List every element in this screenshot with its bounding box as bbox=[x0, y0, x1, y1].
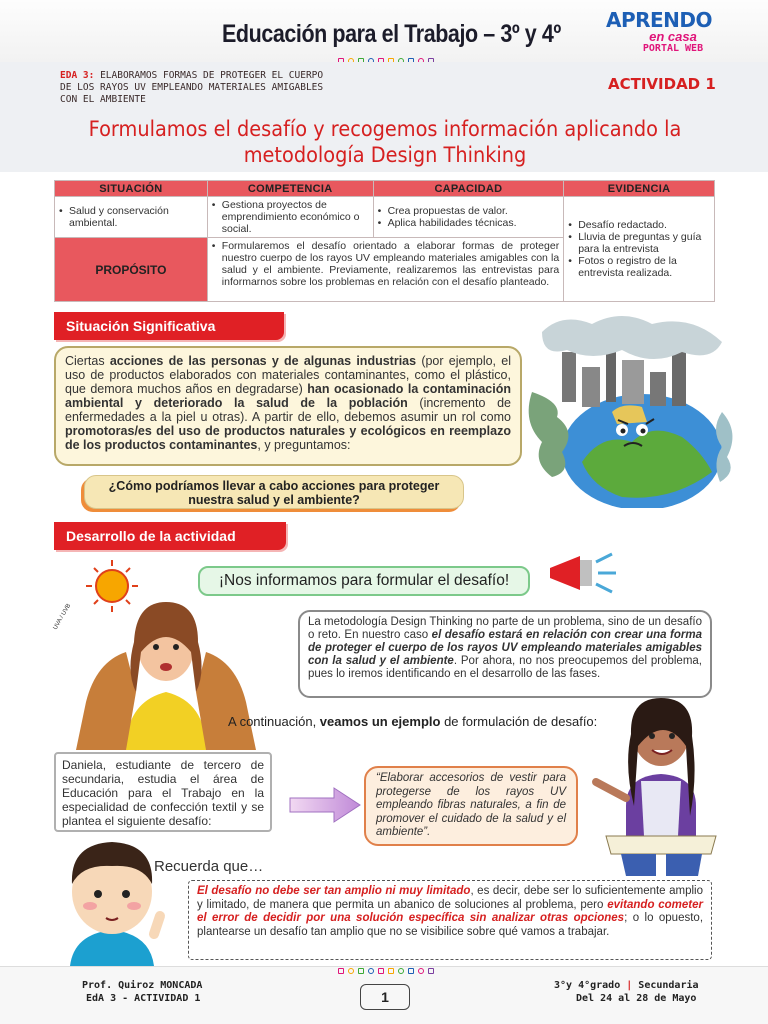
footer-grade: 3°y 4°grado | Secundaria bbox=[554, 980, 699, 991]
cell-capacidad: • Crea propuestas de valor. • Aplica habilidades técnicas. bbox=[373, 197, 564, 238]
footer-date: Del 24 al 28 de Mayo bbox=[576, 993, 697, 1004]
recuerda-box: El desafío no debe ser tan amplio ni muy limitado, es decir, debe ser lo suficientemente amplio y limitado, de manera que permita un abanico de soluciones al problema, pero evitando cometer el error de decidir por una solución específica sin analizar otras opciones; o lo opuesto, plantearse un desafío tan amplio que no se visibilice sobre qué vamos a trabajar. bbox=[188, 880, 712, 960]
cell-competencia: • Gestiona proyectos de emprendimiento económico o social. bbox=[207, 197, 373, 238]
cell-proposito: • Formularemos el desafío orientado a elaborar formas de proteger nuestro cuerpo de los rayos UV empleando materiales amigables con la salud y el ambiente. Previamente, realizaremos las entrevistas para informarnos sobre los problemas en relación con el desafío planteado. bbox=[207, 238, 563, 302]
header-title: Educación para el Trabajo – 3º y 4º bbox=[222, 20, 561, 48]
col-header-situacion: SITUACIÓN bbox=[55, 181, 208, 197]
desafio-quote-box: “Elaborar accesorios de vestir para protegerse de los rayos UV empleando fibras naturales, a fin de promover el cuidado de la salud y el ambiente”. bbox=[364, 766, 578, 846]
page-number: 1 bbox=[360, 984, 410, 1010]
footer-eda: EdA 3 - ACTIVIDAD 1 bbox=[86, 993, 201, 1004]
daniela-box: Daniela, estudiante de tercero de secundaria, estudia el área de Educación para el Trabajo en la especialidad de confección textil y se plantea el siguiente desafío: bbox=[54, 752, 272, 832]
polluted-earth-illustration bbox=[522, 312, 740, 508]
cell-evidencia: • Desafío redactado. • Lluvia de preguntas y guía para la entrevista • Fotos o registro de la entrevista realizada. bbox=[564, 197, 715, 302]
activity-label: ACTIVIDAD 1 bbox=[608, 75, 716, 93]
ejemplo-line: A continuación, veamos un ejemplo de formulación de desafío: bbox=[228, 714, 598, 729]
col-header-capacidad: CAPACIDAD bbox=[373, 181, 564, 197]
recuerda-label: Recuerda que… bbox=[154, 858, 264, 875]
cell-situacion: • Salud y conservación ambiental. bbox=[55, 197, 208, 238]
footer-decorative-dots bbox=[338, 968, 434, 974]
thinking-boy-illustration bbox=[50, 834, 174, 966]
girl-with-book-illustration bbox=[586, 686, 736, 882]
section-ribbon-desarrollo: Desarrollo de la actividad bbox=[54, 522, 286, 550]
col-header-evidencia: EVIDENCIA bbox=[564, 181, 715, 197]
arrow-right-icon bbox=[288, 784, 362, 826]
cell-proposito-label: PROPÓSITO bbox=[55, 238, 208, 302]
situacion-text-box: Ciertas acciones de las personas y de algunas industrias (por ejemplo, el uso de productos elaborados con materiales contaminantes, como el plástico, que demora muchos años en degradarse) han ocasionado la contaminación ambiental y deteriorado la salud de la población (incremento de enfermedades a la piel u otras). A partir de ello, debemos asumir un rol como promotoras/es del uso de productos naturales y ecológicos en reemplazo de los productos contaminantes, y preguntamos: bbox=[54, 346, 522, 466]
eda-label: EDA 3: ELABORAMOS FORMAS DE PROTEGER EL CUERPO DE LOS RAYOS UV EMPLEANDO MATERIALES AMIGABLES CON EL AMBIENTE bbox=[60, 70, 324, 105]
uv-label: UVA / UVB bbox=[52, 602, 73, 632]
guiding-question: ¿Cómo podríamos llevar a cabo acciones para proteger nuestra salud y el ambiente? bbox=[84, 475, 464, 509]
design-thinking-box: La metodología Design Thinking no parte de un problema, sino de un desafío o reto. En nuestro caso el desafío estará en relación con crear una forma de proteger el cuerpo de los rayos UV empleando materiales amigables con la salud y el ambiente. Por ahora, no nos preocupemos del problema, pues lo iremos identificando en el desarrollo de las fases. bbox=[298, 610, 712, 698]
megaphone-icon bbox=[540, 548, 620, 598]
col-header-competencia: COMPETENCIA bbox=[207, 181, 373, 197]
aprendo-logo: APRENDO en casa PORTAL WEB bbox=[605, 8, 713, 54]
footer-teacher: Prof. Quiroz MONCADA bbox=[82, 980, 203, 991]
section-ribbon-situacion: Situación Significativa bbox=[54, 312, 284, 340]
informamos-banner: ¡Nos informamos para formular el desafío! bbox=[198, 566, 530, 596]
page-title: Formulamos el desafío y recogemos información aplicando la metodología Design Thinking bbox=[88, 117, 682, 167]
competency-table bbox=[54, 180, 715, 302]
